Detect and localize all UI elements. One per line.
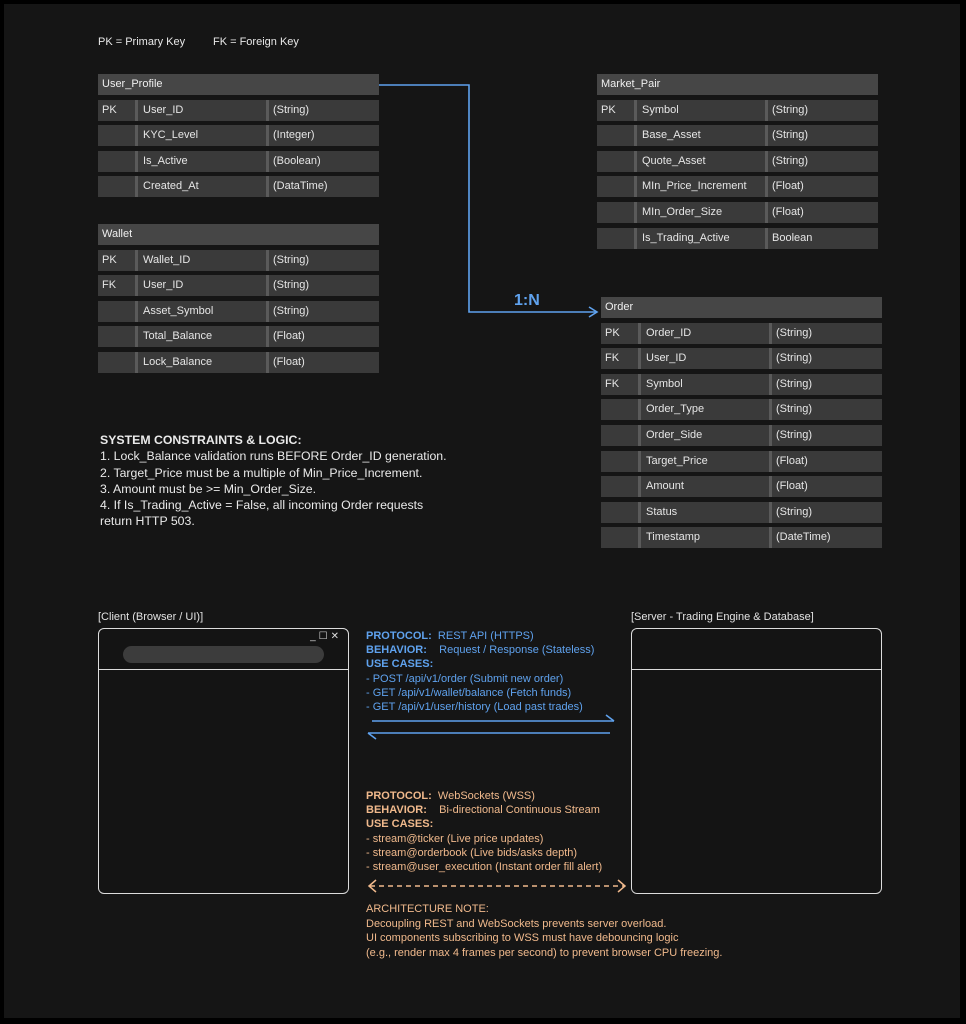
field-name: User_ID [638, 348, 767, 369]
note-line: (e.g., render max 4 frames per second) to prevent browser CPU freezing. [366, 946, 723, 959]
field-type: (DateTime) [769, 527, 882, 548]
field-name: Is_Trading_Active [634, 228, 763, 249]
field-type: (String) [769, 399, 882, 420]
field-type: (Float) [266, 352, 379, 373]
field-type: (DataTime) [266, 176, 379, 197]
field-type: (String) [769, 348, 882, 369]
wss-protocol-label: PROTOCOL: [366, 790, 432, 802]
rest-double-arrow [368, 715, 614, 739]
relationship-connector [379, 85, 596, 312]
field-name: Base_Asset [634, 125, 763, 146]
close-icon[interactable]: ✕ [330, 631, 342, 642]
client-browser-window [98, 628, 349, 894]
constraint-line: 4. If Is_Trading_Active = False, all incoming Order requests [100, 498, 424, 513]
window-divider [99, 669, 348, 670]
field-type: (Float) [765, 202, 878, 223]
field-name: MIn_Price_Increment [634, 176, 763, 197]
key-cell: PK [102, 253, 117, 266]
constraint-line: 1. Lock_Balance validation runs BEFORE Order_ID generation. [100, 449, 447, 464]
wss-use-case: - stream@ticker (Live price updates) [366, 832, 544, 845]
wss-use-case: - stream@user_execution (Instant order fill alert) [366, 861, 603, 874]
field-name: Total_Balance [135, 326, 264, 347]
table-title: Market_Pair [597, 74, 878, 95]
wss-use-case: - stream@orderbook (Live bids/asks depth) [366, 846, 578, 859]
minimize-icon[interactable]: _ [310, 631, 319, 642]
legend-fk: FK = Foreign Key [213, 36, 299, 48]
field-name: Quote_Asset [634, 151, 763, 172]
note-title: ARCHITECTURE NOTE: [366, 903, 489, 915]
rest-use-case: - GET /api/v1/wallet/balance (Fetch funds) [366, 686, 572, 699]
field-name: KYC_Level [135, 125, 264, 146]
relationship-label: 1:N [514, 292, 540, 309]
field-type: (Float) [769, 476, 882, 497]
field-name: Wallet_ID [135, 250, 264, 271]
field-name: Asset_Symbol [135, 301, 264, 322]
field-type: (Boolean) [266, 151, 379, 172]
wss-dashed-arrow [369, 880, 625, 892]
wss-use-cases-label: USE CASES: [366, 818, 434, 831]
address-bar[interactable] [123, 646, 324, 663]
key-cell: FK [605, 377, 620, 390]
wss-behavior: Bi-directional Continuous Stream [439, 804, 600, 817]
field-type: (String) [266, 275, 379, 296]
field-name: Created_At [135, 176, 264, 197]
field-type: (Integer) [266, 125, 379, 146]
field-type: Boolean [765, 228, 878, 249]
field-type: (String) [769, 323, 882, 344]
table-title: Wallet [98, 224, 379, 245]
rest-behavior-label: BEHAVIOR: [366, 644, 427, 657]
key-cell: FK [605, 352, 620, 365]
constraints-title: SYSTEM CONSTRAINTS & LOGIC: [100, 433, 302, 447]
rest-protocol-label: PROTOCOL: [366, 630, 432, 642]
architecture-note [366, 902, 722, 960]
table-title: Order [601, 297, 882, 318]
rest-behavior: Request / Response (Stateless) [439, 644, 595, 657]
constraint-line: 2. Target_Price must be a multiple of Min_Price_Increment. [100, 465, 423, 480]
rest-info [366, 629, 594, 714]
field-type: (String) [765, 125, 878, 146]
client-label: [Client (Browser / UI)] [98, 611, 204, 623]
legend-pk: PK = Primary Key [98, 36, 186, 48]
field-type: (String) [769, 502, 882, 523]
field-type: (String) [266, 250, 379, 271]
wss-behavior-label: BEHAVIOR: [366, 804, 427, 817]
window-divider [632, 669, 881, 670]
field-name: Status [638, 502, 767, 523]
field-type: (Float) [266, 326, 379, 347]
field-name: User_ID [135, 275, 264, 296]
field-type: (String) [765, 151, 878, 172]
table-title: User_Profile [98, 74, 379, 95]
key-cell: PK [102, 103, 117, 116]
field-type: (String) [765, 100, 878, 121]
rest-protocol: REST API (HTTPS) [437, 630, 534, 642]
key-cell: FK [102, 279, 117, 292]
maximize-icon[interactable]: ☐ [318, 631, 331, 642]
rest-use-cases-label: USE CASES: [366, 658, 434, 671]
server-window [631, 628, 882, 894]
wss-info [366, 789, 602, 874]
field-name: Amount [638, 476, 767, 497]
constraints-block [100, 432, 520, 530]
rest-use-case: - POST /api/v1/order (Submit new order) [366, 672, 564, 685]
field-name: Timestamp [638, 527, 767, 548]
field-type: (Float) [765, 176, 878, 197]
field-name: Target_Price [638, 451, 767, 472]
wss-protocol: WebSockets (WSS) [437, 790, 535, 802]
constraint-line: return HTTP 503. [100, 514, 195, 529]
field-name: Symbol [634, 100, 763, 121]
key-cell: PK [601, 103, 616, 116]
field-type: (String) [769, 374, 882, 395]
window-controls [310, 631, 342, 642]
field-type: (Float) [769, 451, 882, 472]
field-type: (String) [266, 301, 379, 322]
field-name: Symbol [638, 374, 767, 395]
rest-use-case: - GET /api/v1/user/history (Load past trades) [366, 701, 583, 714]
field-name: Order_ID [638, 323, 767, 344]
field-name: Order_Side [638, 425, 767, 446]
server-label: [Server - Trading Engine & Database] [631, 611, 814, 623]
key-cell: PK [605, 326, 620, 339]
field-name: Is_Active [135, 151, 264, 172]
note-line: Decoupling REST and WebSockets prevents server overload. [366, 917, 667, 930]
field-name: User_ID [135, 100, 264, 121]
constraint-line: 3. Amount must be >= Min_Order_Size. [100, 481, 316, 496]
field-type: (String) [769, 425, 882, 446]
field-name: Lock_Balance [135, 352, 264, 373]
field-name: Order_Type [638, 399, 767, 420]
field-name: MIn_Order_Size [634, 202, 763, 223]
note-line: UI components subscribing to WSS must have debouncing logic [366, 932, 679, 944]
field-type: (String) [266, 100, 379, 121]
